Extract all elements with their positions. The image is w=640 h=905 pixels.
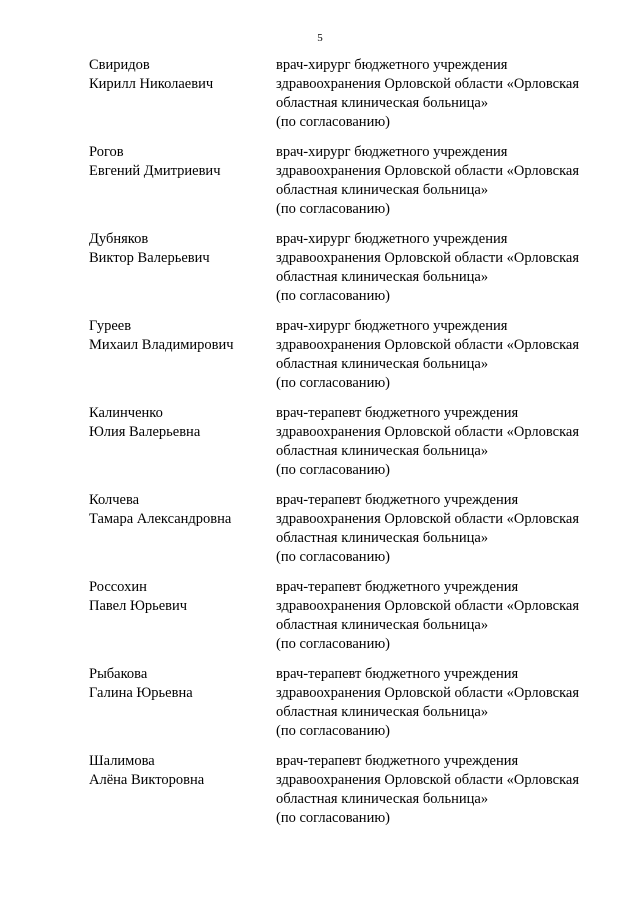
given-name: Евгений Дмитриевич — [89, 163, 221, 179]
list-item — [0, 56, 640, 143]
role-line: областная клиническая больница» — [276, 704, 489, 720]
list-item — [0, 230, 640, 317]
role-line: (по согласованию) — [276, 375, 390, 391]
person-role — [276, 665, 616, 741]
role-line: здравоохранения Орловской области «Орловская — [276, 511, 580, 527]
role-line: здравоохранения Орловской области «Орловская — [276, 424, 580, 440]
role-line: областная клиническая больница» — [276, 530, 489, 546]
member-list — [0, 56, 640, 839]
role-line: врач-терапевт бюджетного учреждения — [276, 405, 519, 421]
role-line: (по согласованию) — [276, 549, 390, 565]
person-name — [89, 317, 269, 355]
role-line: областная клиническая больница» — [276, 617, 489, 633]
role-line: здравоохранения Орловской области «Орловская — [276, 76, 580, 92]
person-role — [276, 317, 616, 393]
person-name — [89, 665, 269, 703]
surname: Свиридов — [89, 57, 150, 73]
person-name — [89, 752, 269, 790]
person-name — [89, 143, 269, 181]
role-line: (по согласованию) — [276, 636, 390, 652]
list-item — [0, 752, 640, 839]
given-name: Тамара Александровна — [89, 511, 232, 527]
role-line: здравоохранения Орловской области «Орловская — [276, 772, 580, 788]
person-name — [89, 404, 269, 442]
role-line: областная клиническая больница» — [276, 791, 489, 807]
role-line: (по согласованию) — [276, 201, 390, 217]
role-line: врач-терапевт бюджетного учреждения — [276, 579, 519, 595]
role-line: здравоохранения Орловской области «Орловская — [276, 337, 580, 353]
surname: Дубняков — [89, 231, 149, 247]
role-line: (по согласованию) — [276, 723, 390, 739]
role-line: (по согласованию) — [276, 288, 390, 304]
person-role — [276, 752, 616, 828]
given-name: Виктор Валерьевич — [89, 250, 210, 266]
list-item — [0, 143, 640, 230]
person-role — [276, 143, 616, 219]
role-line: (по согласованию) — [276, 462, 390, 478]
role-line: врач-хирург бюджетного учреждения — [276, 57, 508, 73]
person-name — [89, 56, 269, 94]
person-role — [276, 491, 616, 567]
surname: Гуреев — [89, 318, 132, 334]
role-line: врач-хирург бюджетного учреждения — [276, 318, 508, 334]
surname: Рогов — [89, 144, 124, 160]
role-line: здравоохранения Орловской области «Орловская — [276, 685, 580, 701]
role-line: здравоохранения Орловской области «Орловская — [276, 598, 580, 614]
surname: Россохин — [89, 579, 147, 595]
role-line: областная клиническая больница» — [276, 356, 489, 372]
role-line: (по согласованию) — [276, 114, 390, 130]
given-name: Юлия Валерьевна — [89, 424, 201, 440]
given-name: Галина Юрьевна — [89, 685, 193, 701]
surname: Колчева — [89, 492, 140, 508]
given-name: Алёна Викторовна — [89, 772, 205, 788]
role-line: здравоохранения Орловской области «Орловская — [276, 250, 580, 266]
given-name: Павел Юрьевич — [89, 598, 188, 614]
person-role — [276, 578, 616, 654]
role-line: врач-терапевт бюджетного учреждения — [276, 753, 519, 769]
given-name: Кирилл Николаевич — [89, 76, 214, 92]
role-line: врач-терапевт бюджетного учреждения — [276, 666, 519, 682]
role-line: областная клиническая больница» — [276, 269, 489, 285]
surname: Шалимова — [89, 753, 155, 769]
given-name: Михаил Владимирович — [89, 337, 234, 353]
surname: Рыбакова — [89, 666, 148, 682]
role-line: здравоохранения Орловской области «Орловская — [276, 163, 580, 179]
person-name — [89, 491, 269, 529]
role-line: (по согласованию) — [276, 810, 390, 826]
list-item — [0, 317, 640, 404]
list-item — [0, 404, 640, 491]
role-line: областная клиническая больница» — [276, 182, 489, 198]
person-role — [276, 56, 616, 132]
list-item — [0, 665, 640, 752]
person-role — [276, 404, 616, 480]
role-line: областная клиническая больница» — [276, 443, 489, 459]
role-line: врач-терапевт бюджетного учреждения — [276, 492, 519, 508]
surname: Калинченко — [89, 405, 163, 421]
list-item — [0, 491, 640, 578]
list-item — [0, 578, 640, 665]
role-line: областная клиническая больница» — [276, 95, 489, 111]
role-line: врач-хирург бюджетного учреждения — [276, 231, 508, 247]
page-number: 5 — [317, 32, 323, 44]
person-name — [89, 578, 269, 616]
person-role — [276, 230, 616, 306]
person-name — [89, 230, 269, 268]
role-line: врач-хирург бюджетного учреждения — [276, 144, 508, 160]
